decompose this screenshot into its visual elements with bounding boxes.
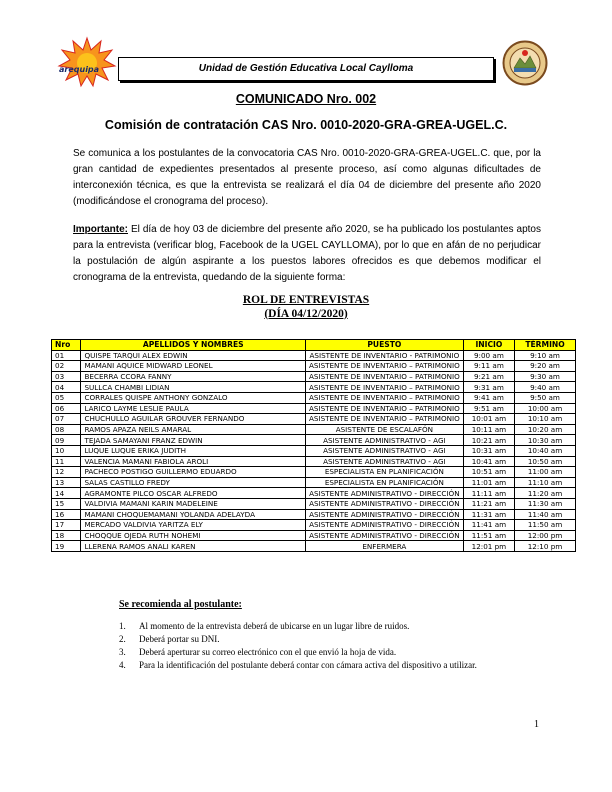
cell-name: AGRAMONTE PILCO OSCAR ALFREDO	[81, 488, 306, 499]
cell-nro: 12	[52, 467, 81, 478]
recommendation-number: 3.	[119, 647, 126, 657]
table-row	[52, 467, 576, 478]
cell-inicio: 9:41 am	[463, 392, 514, 403]
cell-inicio: 10:31 am	[463, 445, 514, 456]
table-row	[52, 371, 576, 382]
header-names: APELLIDOS Y NOMBRES	[81, 340, 306, 351]
table-row	[52, 350, 576, 361]
cell-name: MAMANI AQUICE MIDWARD LEONEL	[81, 361, 306, 372]
table-header-row	[52, 340, 576, 351]
cell-nro: 13	[52, 477, 81, 488]
table-row	[52, 361, 576, 372]
recommendation-item	[119, 646, 477, 659]
cell-puesto: ENFERMERA	[305, 541, 463, 552]
cell-termino: 11:10 am	[515, 477, 576, 488]
cell-inicio: 10:11 am	[463, 424, 514, 435]
cell-nro: 15	[52, 498, 81, 509]
cell-inicio: 10:21 am	[463, 435, 514, 446]
cell-inicio: 9:00 am	[463, 350, 514, 361]
cell-puesto: ASISTENTE ADMINISTRATIVO - DIRECCIÓN	[305, 520, 463, 531]
cell-nro: 14	[52, 488, 81, 499]
cell-inicio: 11:21 am	[463, 498, 514, 509]
cell-termino: 9:10 am	[515, 350, 576, 361]
recommendation-text: Para la identificación del postulante deberá contar con cámara activa del dispositivo a utilizar.	[139, 660, 477, 670]
cell-inicio: 11:41 am	[463, 520, 514, 531]
cell-nro: 05	[52, 392, 81, 403]
cell-inicio: 12:01 pm	[463, 541, 514, 552]
cell-termino: 11:40 am	[515, 509, 576, 520]
cell-name: LLERENA RAMOS ANALI KAREN	[81, 541, 306, 552]
table-row	[52, 477, 576, 488]
cell-puesto: ASISTENTE DE ESCALAFÓN	[305, 424, 463, 435]
header-box	[118, 57, 494, 81]
cell-puesto: ASISTENTE DE INVENTARIO – PATRIMONIO	[305, 414, 463, 425]
interview-schedule-table	[51, 339, 576, 552]
cell-inicio: 11:31 am	[463, 509, 514, 520]
ugel-seal-icon	[502, 40, 548, 86]
cell-puesto: ASISTENTE ADMINISTRATIVO - DIRECCIÓN	[305, 498, 463, 509]
table-row	[52, 520, 576, 531]
cell-name: QUISPE TARQUI ALEX EDWIN	[81, 350, 306, 361]
cell-termino: 11:00 am	[515, 467, 576, 478]
cell-inicio: 11:01 am	[463, 477, 514, 488]
cell-puesto: ASISTENTE ADMINISTRATIVO - AGI	[305, 456, 463, 467]
cell-puesto: ASISTENTE ADMINISTRATIVO - DIRECCIÓN	[305, 488, 463, 499]
cell-nro: 03	[52, 371, 81, 382]
cell-puesto: ASISTENTE ADMINISTRATIVO - DIRECCIÓN	[305, 509, 463, 520]
cell-nro: 09	[52, 435, 81, 446]
cell-name: TEJADA SAMAYANI FRANZ EDWIN	[81, 435, 306, 446]
recommendation-number: 4.	[119, 660, 126, 670]
cell-puesto: ASISTENTE DE INVENTARIO – PATRIMONIO	[305, 382, 463, 393]
recommendation-number: 1.	[119, 621, 126, 631]
recommendation-item	[119, 659, 477, 672]
cell-puesto: ASISTENTE DE INVENTARIO – PATRIMONIO	[305, 371, 463, 382]
cell-puesto: ASISTENTE DE INVENTARIO – PATRIMONIO	[305, 403, 463, 414]
cell-name: CHUCHULLO AGUILAR GROUVER FERNANDO	[81, 414, 306, 425]
cell-termino: 10:30 am	[515, 435, 576, 446]
table-row	[52, 403, 576, 414]
paragraph-intro: Se comunica a los postulantes de la convocatoria CAS Nro. 0010-2020-GRA-GREA-UGEL.C. que, por la gran cantidad de expedientes presentados al presente proceso, así como algunas dificultades de interconexión técnica, es que la entrevista se realizará el día 04 de diciembre del presente año 2020 (modificándose el cronograma del proceso).	[73, 148, 541, 207]
table-body	[52, 350, 576, 551]
important-label: Importante:	[73, 224, 128, 235]
cell-inicio: 9:21 am	[463, 371, 514, 382]
table-row	[52, 445, 576, 456]
cell-termino: 12:00 pm	[515, 530, 576, 541]
rol-title: ROL DE ENTREVISTAS	[242, 294, 370, 306]
page-number: 1	[534, 719, 539, 730]
cell-nro: 07	[52, 414, 81, 425]
table-row	[52, 414, 576, 425]
cell-puesto: ASISTENTE DE INVENTARIO – PATRIMONIO	[305, 361, 463, 372]
cell-puesto: ASISTENTE ADMINISTRATIVO - AGI	[305, 435, 463, 446]
cell-name: PACHECO POSTIGO GUILLERMO EDUARDO	[81, 467, 306, 478]
table-row	[52, 541, 576, 552]
cell-inicio: 9:31 am	[463, 382, 514, 393]
header-termino: TÉRMINO	[515, 340, 576, 351]
table-row	[52, 456, 576, 467]
cell-puesto: ESPECIALISTA EN PLANIFICACIÓN	[305, 477, 463, 488]
recommendation-number: 2.	[119, 634, 126, 644]
paragraph-important	[73, 222, 541, 286]
cell-termino: 10:40 am	[515, 445, 576, 456]
cell-nro: 17	[52, 520, 81, 531]
cell-inicio: 10:51 am	[463, 467, 514, 478]
cell-termino: 9:20 am	[515, 361, 576, 372]
document-title: COMUNICADO Nro. 002	[235, 92, 377, 106]
cell-nro: 02	[52, 361, 81, 372]
table-row	[52, 424, 576, 435]
cell-puesto: ESPECIALISTA EN PLANIFICACIÓN	[305, 467, 463, 478]
cell-name: VALENCIA MAMANI FABIOLA AROLI	[81, 456, 306, 467]
cell-termino: 11:20 am	[515, 488, 576, 499]
cell-puesto: ASISTENTE DE INVENTARIO – PATRIMONIO	[305, 392, 463, 403]
cell-name: LARICO LAYME LESLIE PAULA	[81, 403, 306, 414]
cell-termino: 10:00 am	[515, 403, 576, 414]
cell-name: BECERRA CCORA FANNY	[81, 371, 306, 382]
cell-puesto: ASISTENTE ADMINISTRATIVO - AGI	[305, 445, 463, 456]
table-row	[52, 498, 576, 509]
table-row	[52, 392, 576, 403]
cell-inicio: 9:51 am	[463, 403, 514, 414]
cell-nro: 18	[52, 530, 81, 541]
cell-termino: 9:30 am	[515, 371, 576, 382]
cell-name: MAMANI CHOQUEMAMANI YOLANDA ADELAYDA	[81, 509, 306, 520]
cell-name: VALDIVIA MAMANI KARIN MADELEINE	[81, 498, 306, 509]
header-nro: Nro	[52, 340, 81, 351]
recommendations-list	[119, 620, 477, 672]
arequipa-logo-text: arequipa	[59, 65, 100, 74]
rol-heading	[0, 293, 612, 321]
recommendations-title: Se recomienda al postulante:	[119, 599, 242, 610]
cell-termino: 9:40 am	[515, 382, 576, 393]
cell-inicio: 10:41 am	[463, 456, 514, 467]
table-row	[52, 435, 576, 446]
cell-nro: 11	[52, 456, 81, 467]
cell-termino: 10:20 am	[515, 424, 576, 435]
cell-termino: 10:50 am	[515, 456, 576, 467]
recommendation-item	[119, 620, 477, 633]
cell-inicio: 11:11 am	[463, 488, 514, 499]
cell-name: CORRALES QUISPE ANTHONY GONZALO	[81, 392, 306, 403]
cell-puesto: ASISTENTE DE INVENTARIO - PATRIMONIO	[305, 350, 463, 361]
table-row	[52, 530, 576, 541]
cell-puesto: ASISTENTE ADMINISTRATIVO - DIRECCIÓN	[305, 530, 463, 541]
cell-nro: 16	[52, 509, 81, 520]
recommendation-text: Deberá portar su DNI.	[139, 634, 220, 644]
cell-inicio: 10:01 am	[463, 414, 514, 425]
cell-nro: 10	[52, 445, 81, 456]
header-inicio: INICIO	[463, 340, 514, 351]
cell-termino: 12:10 pm	[515, 541, 576, 552]
cell-name: MERCADO VALDIVIA YARITZA ELY	[81, 520, 306, 531]
document-subtitle: Comisión de contratación CAS Nro. 0010-2020-GRA-GREA-UGEL.C.	[104, 118, 508, 132]
cell-name: SULLCA CHAMBI LIDIAN	[81, 382, 306, 393]
cell-name: RAMOS APAZA NEILS AMARAL	[81, 424, 306, 435]
cell-nro: 19	[52, 541, 81, 552]
recommendation-text: Deberá aperturar su correo electrónico con el que envió la hoja de vida.	[139, 647, 397, 657]
cell-termino: 11:50 am	[515, 520, 576, 531]
cell-nro: 06	[52, 403, 81, 414]
cell-termino: 10:10 am	[515, 414, 576, 425]
cell-nro: 08	[52, 424, 81, 435]
institution-name: Unidad de Gestión Educativa Local Caylloma	[198, 63, 414, 74]
cell-name: LUQUE LUQUE ERIKA JUDITH	[81, 445, 306, 456]
cell-nro: 04	[52, 382, 81, 393]
cell-name: SALAS CASTILLO FREDY	[81, 477, 306, 488]
recommendation-text: Al momento de la entrevista deberá de ubicarse en un lugar libre de ruidos.	[139, 621, 410, 631]
cell-name: CHOQQUE OJEDA RUTH NOHEMI	[81, 530, 306, 541]
rol-date: (DÍA 04/12/2020)	[264, 308, 348, 320]
cell-inicio: 9:11 am	[463, 361, 514, 372]
cell-termino: 9:50 am	[515, 392, 576, 403]
recommendation-item	[119, 633, 477, 646]
arequipa-logo	[55, 36, 117, 88]
table-row	[52, 488, 576, 499]
cell-inicio: 11:51 am	[463, 530, 514, 541]
table-row	[52, 382, 576, 393]
table-row	[52, 509, 576, 520]
important-text: El día de hoy 03 de diciembre del presente año 2020, se ha publicado los postulantes aptos para la entrevista (verificar blog, Facebook de la UGEL CAYLLOMA), por lo que en afán de no perjudicar la postulación de algún aspirante a los puestos labores ofrecidos es que debemos modificar el cronograma de la entrevista, quedando de la siguiente forma:	[73, 224, 541, 283]
header-puesto: PUESTO	[305, 340, 463, 351]
cell-nro: 01	[52, 350, 81, 361]
cell-termino: 11:30 am	[515, 498, 576, 509]
